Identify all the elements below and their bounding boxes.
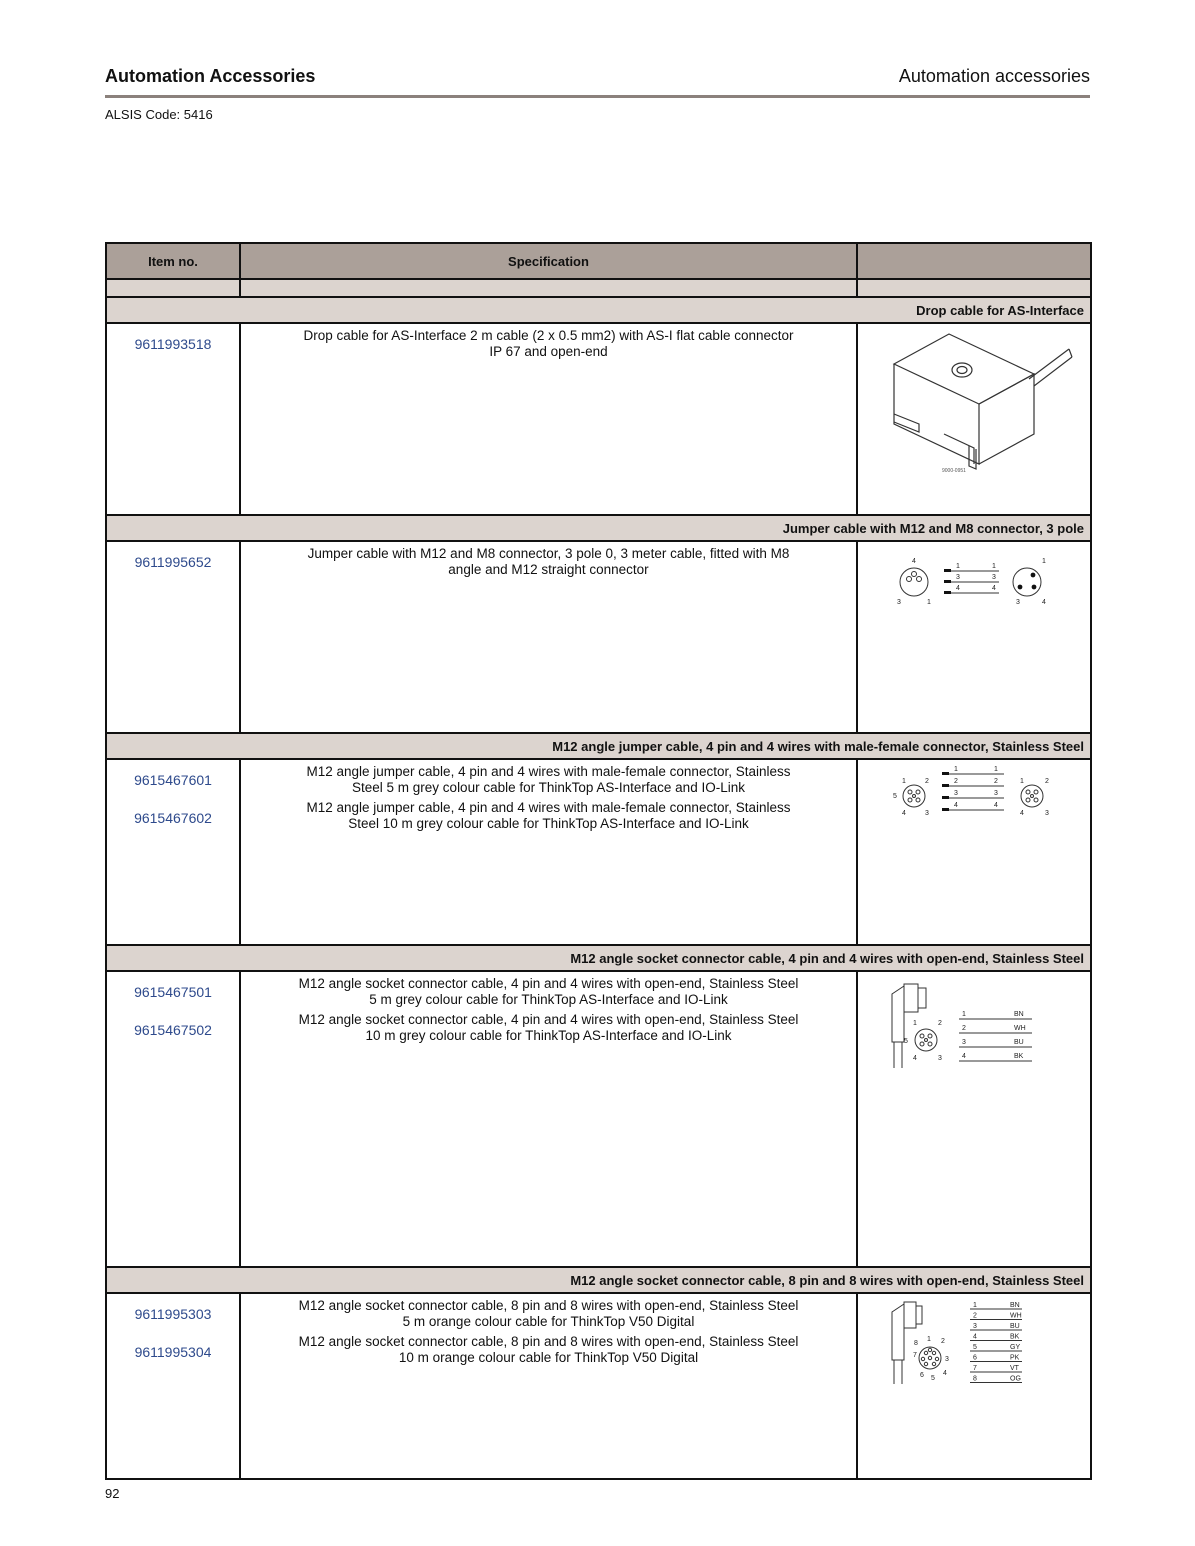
svg-text:3: 3 [897,599,901,606]
item-number[interactable]: 9615467601 [134,772,212,788]
svg-text:3: 3 [945,1356,949,1363]
item-number[interactable]: 9611995304 [134,1344,212,1360]
svg-text:1: 1 [913,1020,917,1027]
svg-text:4: 4 [962,1053,966,1060]
svg-text:1: 1 [927,1336,931,1343]
svg-text:2: 2 [1045,778,1049,785]
wire-color: OG [1010,1375,1021,1383]
item-number[interactable]: 9611993518 [134,336,212,352]
wire-color: BN [1014,1011,1024,1018]
table-header-row [106,243,1091,279]
svg-text:1: 1 [962,1011,966,1018]
svg-text:1: 1 [927,599,931,606]
section-header: M12 angle socket connector cable, 8 pin and 8 wires with open-end, Stainless Steel [106,1267,1091,1293]
wire-color: WH [1010,1312,1022,1320]
col-specification: Specification [240,243,857,279]
header-rule [105,95,1090,98]
document-title: Automation Accessories [105,66,316,86]
svg-text:7: 7 [913,1352,917,1359]
svg-text:3: 3 [992,574,996,581]
svg-text:3: 3 [938,1055,942,1062]
item-number[interactable]: 9611995652 [134,554,212,570]
table-row [106,541,1091,733]
svg-text:1: 1 [994,766,998,773]
item-description: Drop cable for AS-Interface 2 m cable (2 x 0.5 mm2) with AS-I flat cable connector IP 67 and open-end [303,328,794,359]
svg-text:1: 1 [902,778,906,785]
table-row [106,1293,1091,1479]
as-interface-connector-drawing [874,324,1074,484]
wire-color: VT [1010,1365,1019,1372]
item-number[interactable]: 9615467501 [134,984,212,1000]
svg-text:4: 4 [913,1055,917,1062]
item-number[interactable]: 9611995303 [134,1306,212,1322]
svg-text:8: 8 [914,1340,918,1347]
svg-text:4: 4 [943,1370,947,1377]
svg-text:2: 2 [954,778,958,785]
section-header: M12 angle jumper cable, 4 pin and 4 wires with male-female connector, Stainless Steel [106,733,1091,759]
svg-text:4: 4 [994,802,998,809]
svg-text:1: 1 [992,563,996,570]
svg-text:2: 2 [994,778,998,785]
wire-color: BU [1010,1323,1020,1330]
svg-text:6: 6 [920,1372,924,1379]
wire-color: BN [1010,1302,1020,1309]
wire-color: BK [1014,1053,1024,1060]
wire-color: PK [1010,1354,1020,1362]
table-row [106,971,1091,1267]
svg-text:8: 8 [973,1375,977,1383]
svg-text:6: 6 [973,1354,977,1362]
svg-text:1: 1 [973,1302,977,1309]
wire-color: BU [1014,1039,1024,1046]
svg-text:7: 7 [973,1365,977,1372]
svg-text:5: 5 [973,1344,977,1351]
svg-text:3: 3 [962,1039,966,1046]
item-description: M12 angle socket connector cable, 8 pin and 8 wires with open-end, Stainless Steel 5 m orange colour cable for ThinkTop V50 Digital [298,1298,799,1329]
svg-text:2: 2 [941,1338,945,1345]
table-row [106,759,1091,945]
svg-text:1: 1 [956,563,960,570]
svg-text:5: 5 [893,793,897,800]
wire-color: BK [1010,1333,1020,1341]
svg-text:3: 3 [956,574,960,581]
svg-text:4: 4 [1020,810,1024,817]
item-description: M12 angle socket connector cable, 4 pin and 4 wires with open-end, Stainless Steel 10 m grey colour cable for ThinkTop AS-Interface and IO-Link [298,1012,799,1043]
item-number[interactable]: 9615467602 [134,810,212,826]
table-row [106,323,1091,515]
m12-male-female-wiring-diagram [874,760,1074,830]
wire-color: WH [1014,1025,1026,1032]
svg-text:4: 4 [954,802,958,809]
svg-text:2: 2 [973,1312,977,1320]
product-table [105,242,1092,1480]
svg-text:1: 1 [1042,558,1046,565]
spacer-row [106,279,1091,297]
svg-text:4: 4 [973,1333,977,1341]
svg-text:4: 4 [956,585,960,592]
page-number: 92 [105,1486,120,1501]
svg-text:2: 2 [938,1020,942,1027]
col-item-no: Item no. [106,243,240,279]
section-title: Automation accessories [898,66,1090,86]
svg-text:5: 5 [904,1038,908,1045]
svg-text:5: 5 [931,1375,935,1382]
section-header: M12 angle socket connector cable, 4 pin and 4 wires with open-end, Stainless Steel [106,945,1091,971]
svg-text:3: 3 [925,810,929,817]
col-image [857,243,1091,279]
svg-text:3: 3 [973,1323,977,1330]
section-header: Drop cable for AS-Interface [106,297,1091,323]
svg-text:4: 4 [912,558,916,565]
svg-text:3: 3 [994,790,998,797]
m12-4pin-open-end-wiring-diagram [874,972,1074,1082]
alsis-code: ALSIS Code: 5416 [105,107,213,122]
m12-m8-wiring-diagram [874,542,1074,622]
svg-text:1: 1 [954,766,958,773]
svg-text:4: 4 [1042,599,1046,606]
svg-text:3: 3 [1016,599,1020,606]
item-description: M12 angle socket connector cable, 8 pin and 8 wires with open-end, Stainless Steel 10 m orange colour cable for ThinkTop V50 Digital [298,1334,799,1365]
wire-color: GY [1010,1344,1021,1351]
item-description: M12 angle jumper cable, 4 pin and 4 wires with male-female connector, Stainless Steel 10 m grey colour cable for ThinkTop AS-Interface and IO-Link [306,800,791,831]
m12-8pin-open-end-wiring-diagram [874,1294,1074,1394]
svg-text:3: 3 [1045,810,1049,817]
svg-text:4: 4 [902,810,906,817]
item-description: M12 angle jumper cable, 4 pin and 4 wires with male-female connector, Stainless Steel 5 m grey colour cable for ThinkTop AS-Interface and IO-Link [306,764,791,795]
drawing-code: 9000-0951 [942,468,966,474]
svg-text:2: 2 [925,778,929,785]
svg-text:3: 3 [954,790,958,797]
item-number[interactable]: 9615467502 [134,1022,212,1038]
svg-text:1: 1 [1020,778,1024,785]
svg-text:2: 2 [962,1025,966,1032]
item-description: Jumper cable with M12 and M8 connector, 3 pole 0, 3 meter cable, fitted with M8 angle and M12 straight connector [307,546,790,577]
svg-text:4: 4 [992,585,996,592]
section-header: Jumper cable with M12 and M8 connector, 3 pole [106,515,1091,541]
item-description: M12 angle socket connector cable, 4 pin and 4 wires with open-end, Stainless Steel 5 m grey colour cable for ThinkTop AS-Interface and IO-Link [298,976,799,1007]
